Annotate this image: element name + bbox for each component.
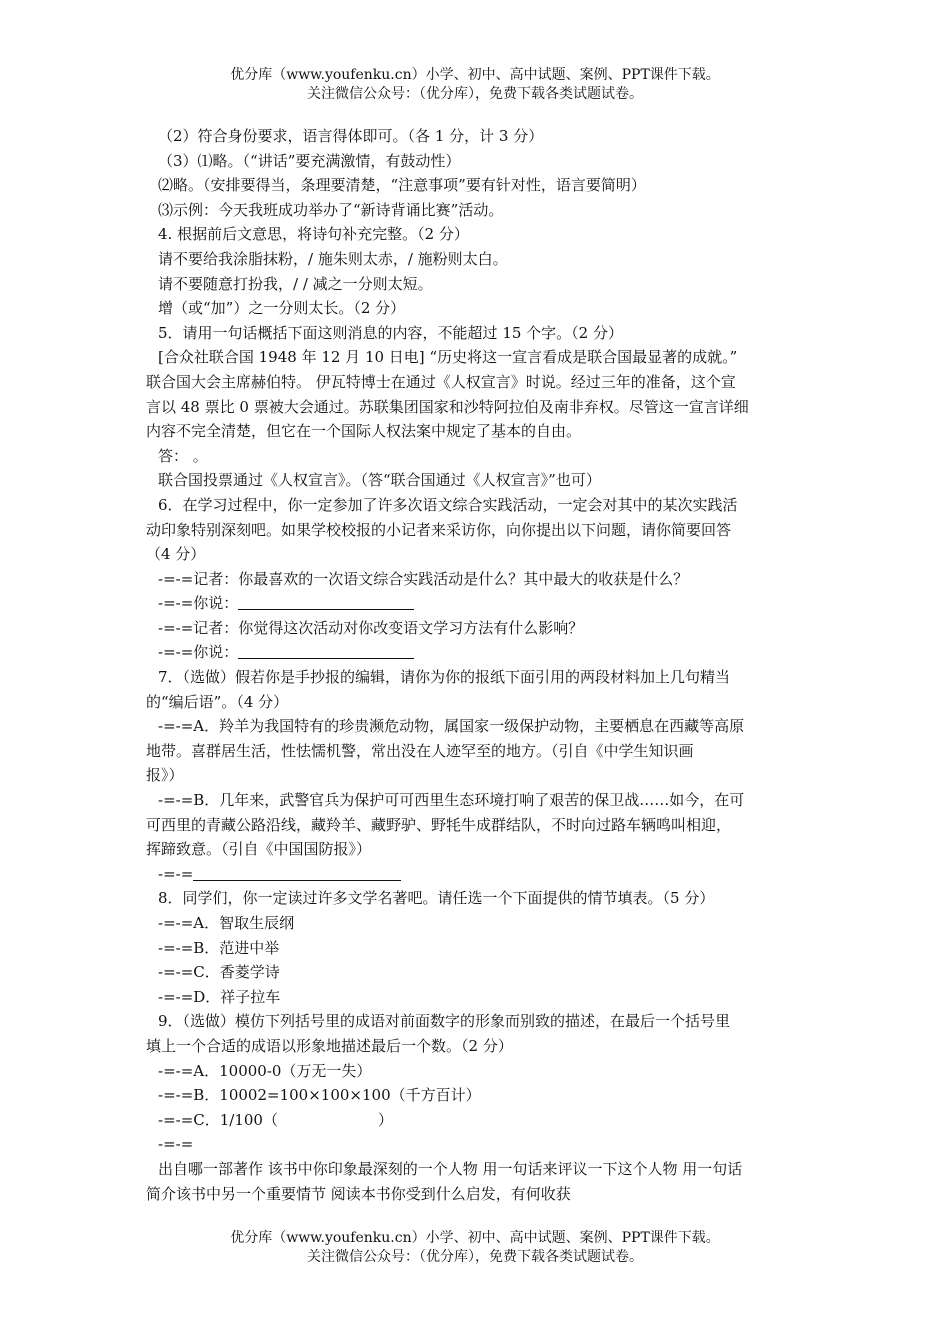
option-c: -=-=C．1/100（ xyxy=(158,1110,278,1129)
question-9: 9．（选做）模仿下列括号里的成语对前面数字的形象而别致的描述，在最后一个括号里 xyxy=(158,1012,731,1031)
answer-blank[interactable] xyxy=(238,594,414,610)
question-6-cont: （4 分） xyxy=(146,545,206,564)
editor-note-blank[interactable] xyxy=(193,865,401,881)
question-9-cont: 填上一个合适的成语以形象地描述最后一个数。（2 分） xyxy=(146,1036,513,1055)
page-footer xyxy=(0,1229,950,1267)
material-b: -=-=B．几年来，武警官兵为保护可可西里生态环境打响了艰苦的保卫战……如今，在可 xyxy=(158,791,745,810)
option-c: -=-=C．香菱学诗 xyxy=(158,963,280,982)
material-a: -=-=A．羚羊为我国特有的珍贵濒危动物，属国家一级保护动物，主要栖息在西藏等高原 xyxy=(158,717,745,736)
news-text: 言以 48 票比 0 票被大会通过。苏联集团国家和沙特阿拉伯及南非弃权。尽管这一宣言详细 xyxy=(146,397,749,416)
option-d: -=-=D．祥子拉车 xyxy=(158,987,281,1006)
answer-line: ⑵略。（安排要得当，条理要清楚，“注意事项”要有针对性，语言要简明） xyxy=(158,176,646,195)
table-headers: 简介该书中另一个重要情节 阅读本书你受到什么启发，有何收获 xyxy=(146,1184,571,1203)
option-c-line xyxy=(146,1108,808,1133)
question-6: 6．在学习过程中，你一定参加了许多次语文综合实践活动，一定会对其中的某次实践活 xyxy=(158,495,738,514)
header-line-1: 优分库（www.youfenku.cn）小学、初中、高中试题、案例、PPT课件下载。 xyxy=(230,67,720,83)
your-answer-line xyxy=(146,591,808,616)
news-text: [合众社联合国 1948 年 12 月 10 日电] “历史将这一宣言看成是联合国最显著的成就。” xyxy=(158,348,738,367)
blank-marker: -=-= xyxy=(158,1135,194,1154)
closing-paren: ） xyxy=(377,1110,393,1129)
question-7: 7．（选做）假若你是手抄报的编辑，请你为你的报纸下面引用的两段材料加上几句精当 xyxy=(158,668,731,687)
option-a: -=-=A．智取生辰纲 xyxy=(158,914,295,932)
footer-line-1: 优分库（www.youfenku.cn）小学、初中、高中试题、案例、PPT课件下载。 xyxy=(230,1230,720,1246)
question-6-cont: 动印象特别深刻吧。如果学校校报的小记者来采访你，向你提出以下问题，请你简要回答 xyxy=(146,520,732,539)
option-a: -=-=A．10000-0（万无一失） xyxy=(158,1061,372,1080)
blank-marker: -=-= xyxy=(158,864,194,883)
poem-answer: 增（或“加”）之一分则太长。（2 分） xyxy=(158,299,406,318)
answer-label: 答： 。 xyxy=(158,446,208,465)
your-answer-label: -=-=你说： xyxy=(158,643,239,662)
news-text: 内容不完全清楚，但它在一个国际人权法案中规定了基本的自由。 xyxy=(146,422,582,441)
editor-note-line xyxy=(146,862,808,887)
answer-line: ⑶示例：今天我班成功举办了“新诗背诵比赛”活动。 xyxy=(158,200,504,219)
header-line-2: 关注微信公众号：（优分库），免费下载各类试题试卷。 xyxy=(307,86,643,102)
material-b: 可西里的青藏公路沿线，藏羚羊、藏野驴、野牦牛成群结队，不时向过路车辆鸣叫相迎， xyxy=(146,815,732,834)
answer-text: 联合国投票通过《人权宣言》。（答“联合国通过《人权宣言》”也可） xyxy=(158,471,601,490)
option-b: -=-=B．10002=100×100×100（千方百计） xyxy=(158,1086,481,1105)
material-a: 地带。喜群居生活，性怯懦机警，常出没在人迹罕至的地方。（引自《中学生知识画 xyxy=(146,741,694,760)
question-8: 8．同学们，你一定读过许多文学名著吧。请任选一个下面提供的情节填表。（5 分） xyxy=(158,889,715,908)
your-answer-label: -=-=你说： xyxy=(158,594,239,613)
reporter-question: -=-=记者：你最喜欢的一次语文综合实践活动是什么？其中最大的收获是什么？ xyxy=(158,569,689,588)
poem-line: 请不要给我涂脂抹粉，/ 施朱则太赤，/ 施粉则太白。 xyxy=(158,249,508,268)
question-7-cont: 的“编后语”。（4 分） xyxy=(146,692,289,711)
document-body xyxy=(146,124,808,1206)
material-a: 报》） xyxy=(146,766,184,785)
answer-line: （3）⑴略。（“讲话”要充满激情，有鼓动性） xyxy=(158,151,461,170)
news-text: 联合国大会主席赫伯特。 伊瓦特博士在通过《人权宣言》时说。经过三年的准备，这个宣 xyxy=(146,372,736,391)
page-header xyxy=(0,66,950,104)
table-headers: 出自哪一部著作 该书中你印象最深刻的一个人物 用一句话来评议一下这个人物 用一句话 xyxy=(158,1159,743,1178)
question-4: 4. 根据前后文意思，将诗句补充完整。（2 分） xyxy=(158,225,469,244)
poem-line: 请不要随意打扮我，/ / 减之一分则太短。 xyxy=(158,274,433,293)
footer-line-2: 关注微信公众号：（优分库），免费下载各类试题试卷。 xyxy=(307,1249,643,1265)
answer-line: （2）符合身份要求，语言得体即可。（各 1 分，计 3 分） xyxy=(158,127,544,145)
your-answer-line xyxy=(146,640,808,665)
material-b: 挥蹄致意。（引自《中国国防报》） xyxy=(146,840,372,859)
question-5: 5．请用一句话概括下面这则消息的内容，不能超过 15 个字。（2 分） xyxy=(158,323,623,342)
reporter-question: -=-=记者：你觉得这次活动对你改变语文学习方法有什么影响？ xyxy=(158,618,584,637)
answer-blank[interactable] xyxy=(238,643,414,659)
option-b: -=-=B．范进中举 xyxy=(158,938,280,957)
